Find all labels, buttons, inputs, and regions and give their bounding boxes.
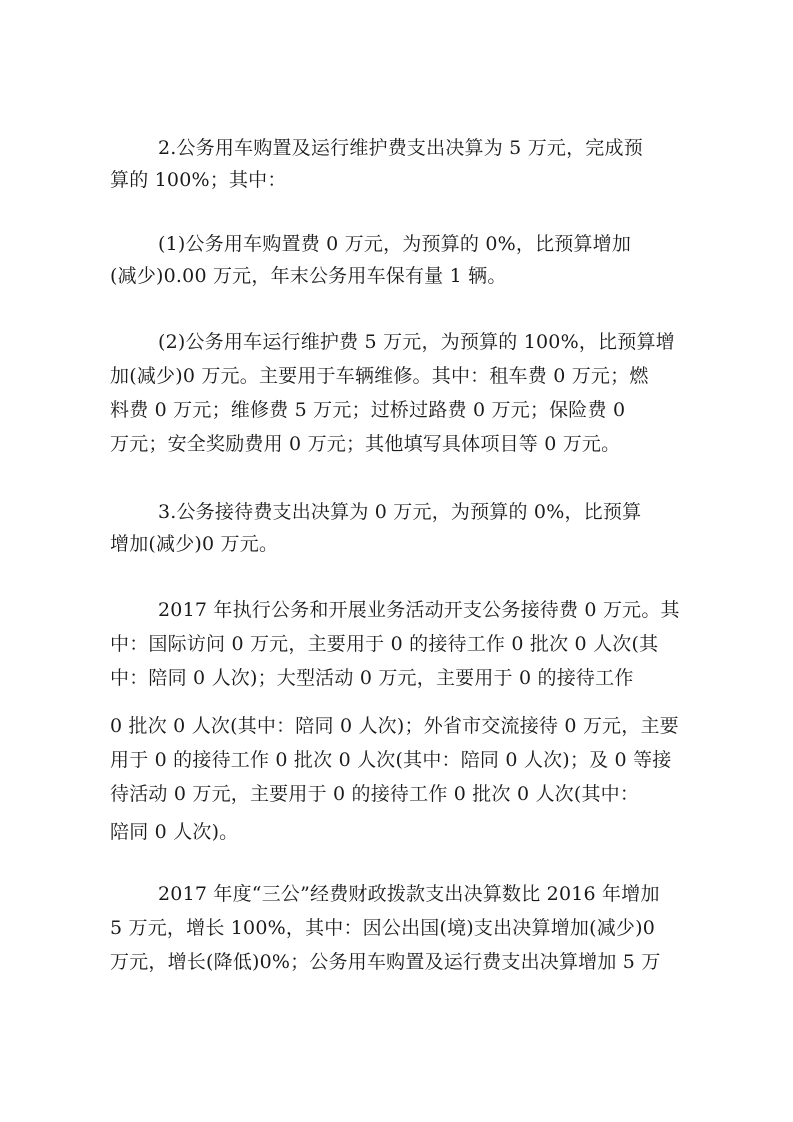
text-line: 增加(减少)0 万元。 [110,533,279,555]
text-line: 料费 0 万元；维修费 5 万元；过桥过路费 0 万元；保险费 0 [110,399,626,421]
text-line: 陪同 0 人次)。 [110,821,239,843]
text-line: 5 万元，增长 100%，其中：因公出国(境)支出决算增加(减少)0 [110,917,656,939]
text-line: 加(减少)0 万元。主要用于车辆维修。其中：租车费 0 万元；燃 [110,365,649,387]
text-line: 万元；安全奖励费用 0 万元；其他填写具体项目等 0 万元。 [110,433,621,455]
text-line: (减少)0.00 万元，年末公务用车保有量 1 辆。 [110,265,507,287]
text-line: (1)公务用车购置费 0 万元，为预算的 0%，比预算增加 [158,233,632,255]
text-line: 2017 年执行公务和开展业务活动开支公务接待费 0 万元。其 [158,599,680,621]
text-line: 2017 年度“三公”经费财政拨款支出决算数比 2016 年增加 [158,883,660,905]
text-line: 0 批次 0 人次(其中：陪同 0 人次)；外省市交流接待 0 万元，主要 [110,715,679,737]
text-line: 待活动 0 万元，主要用于 0 的接待工作 0 批次 0 人次(其中： [110,783,640,805]
text-line: 2.公务用车购置及运行维护费支出决算为 5 万元，完成预 [158,137,643,159]
text-line: 中：国际访问 0 万元，主要用于 0 的接待工作 0 批次 0 人次(其 [110,633,659,655]
text-line: 3.公务接待费支出决算为 0 万元，为预算的 0%，比预算 [158,501,642,523]
text-line: (2)公务用车运行维护费 5 万元，为预算的 100%，比预算增 [158,331,675,353]
text-line: 用于 0 的接待工作 0 批次 0 人次(其中：陪同 0 人次)；及 0 等接 [110,749,672,771]
text-line: 算的 100%；其中： [110,169,287,191]
text-line: 中：陪同 0 人次)；大型活动 0 万元，主要用于 0 的接待工作 [110,667,634,689]
text-line: 万元，增长(降低)0%；公务用车购置及运行费支出决算增加 5 万 [110,951,661,973]
